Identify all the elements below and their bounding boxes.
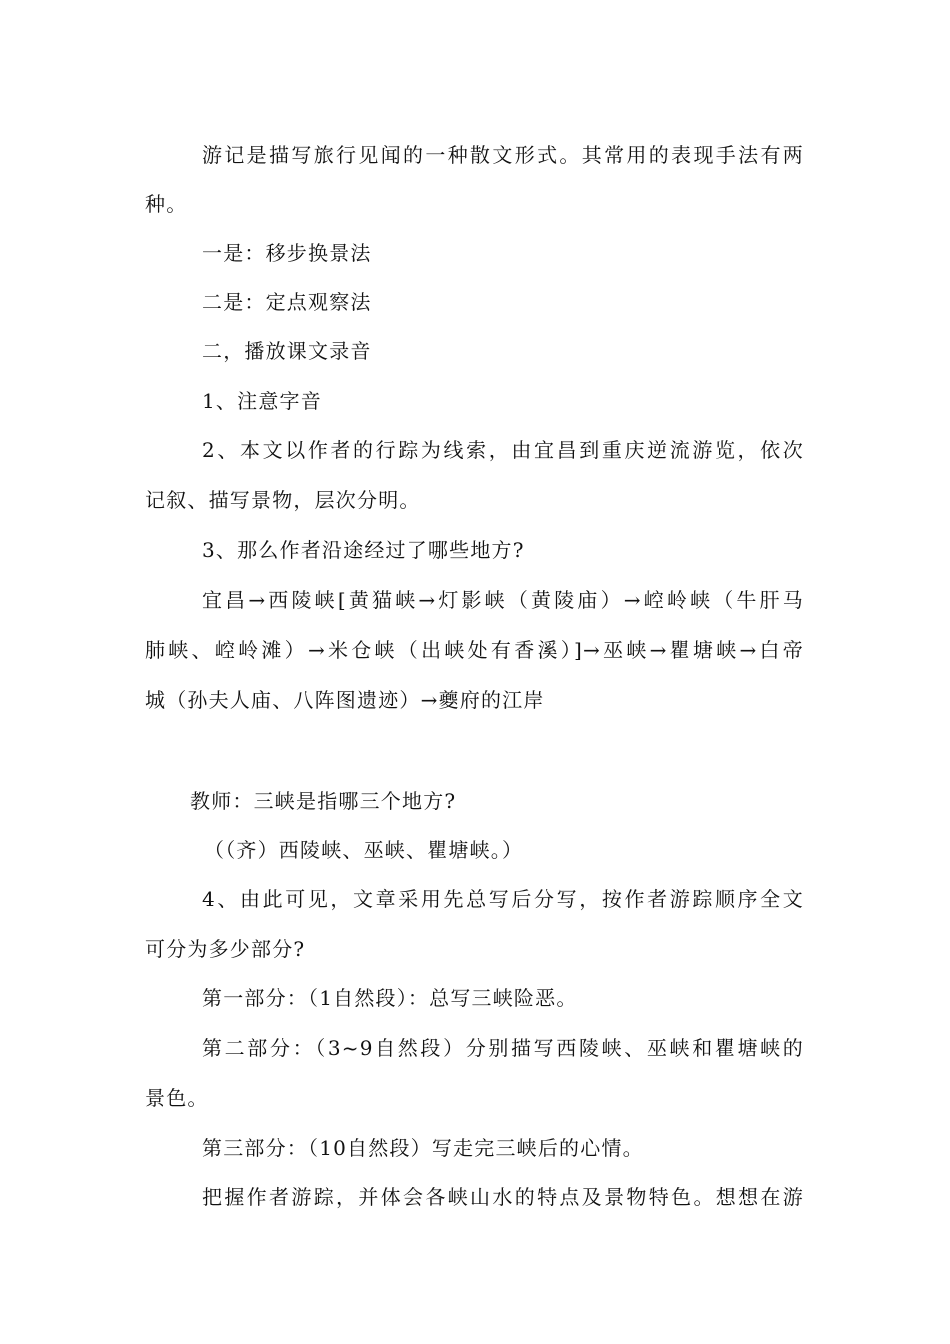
route-line-3: 城（孙夫人庙、八阵图遗迹）→夔府的江岸 <box>145 688 545 712</box>
paragraph-line-21: 把握作者游踪，并体会各峡山水的特点及景物特色。想想在游 <box>202 1185 804 1209</box>
paragraph-line-8: 记叙、描写景物，层次分明。 <box>145 488 421 512</box>
part-three: 第三部分：（10自然段）写走完三峡后的心情。 <box>202 1136 644 1160</box>
part-two-line-1: 第二部分：（3~9自然段）分别描写西陵峡、巫峡和瞿塘峡的 <box>202 1036 804 1060</box>
paragraph-line-15: 4、由此可见，文章采用先总写后分写，按作者游踪顺序全文 <box>202 887 804 911</box>
paragraph-line-16: 可分为多少部分? <box>145 937 306 961</box>
paragraph-line-5: 二，播放课文录音 <box>202 339 372 363</box>
route-line-2: 肺峡、崆岭滩）→米仓峡（出峡处有香溪）]→巫峡→瞿塘峡→白帝 <box>145 638 804 662</box>
teacher-question: 教师：三峡是指哪三个地方? <box>190 789 457 813</box>
part-one: 第一部分：（1自然段）：总写三峡险恶。 <box>202 986 578 1010</box>
paragraph-line-6: 1、注意字音 <box>202 389 322 413</box>
route-line-1: 宜昌→西陵峡[黄猫峡→灯影峡（黄陵庙）→崆岭峡（牛肝马 <box>202 588 804 612</box>
paragraph-line-1: 游记是描写旅行见闻的一种散文形式。其常用的表现手法有两 <box>202 143 804 167</box>
paragraph-line-9: 3、那么作者沿途经过了哪些地方? <box>202 538 525 562</box>
paragraph-line-3: 一是：移步换景法 <box>202 241 372 265</box>
paragraph-line-2: 种。 <box>145 192 188 216</box>
paragraph-line-4: 二是：定点观察法 <box>202 290 372 314</box>
paragraph-line-7: 2、本文以作者的行踪为线索，由宜昌到重庆逆流游览，依次 <box>202 438 804 462</box>
part-two-line-2: 景色。 <box>145 1086 209 1110</box>
class-answer: （（齐）西陵峡、巫峡、瞿塘峡。） <box>204 838 524 862</box>
